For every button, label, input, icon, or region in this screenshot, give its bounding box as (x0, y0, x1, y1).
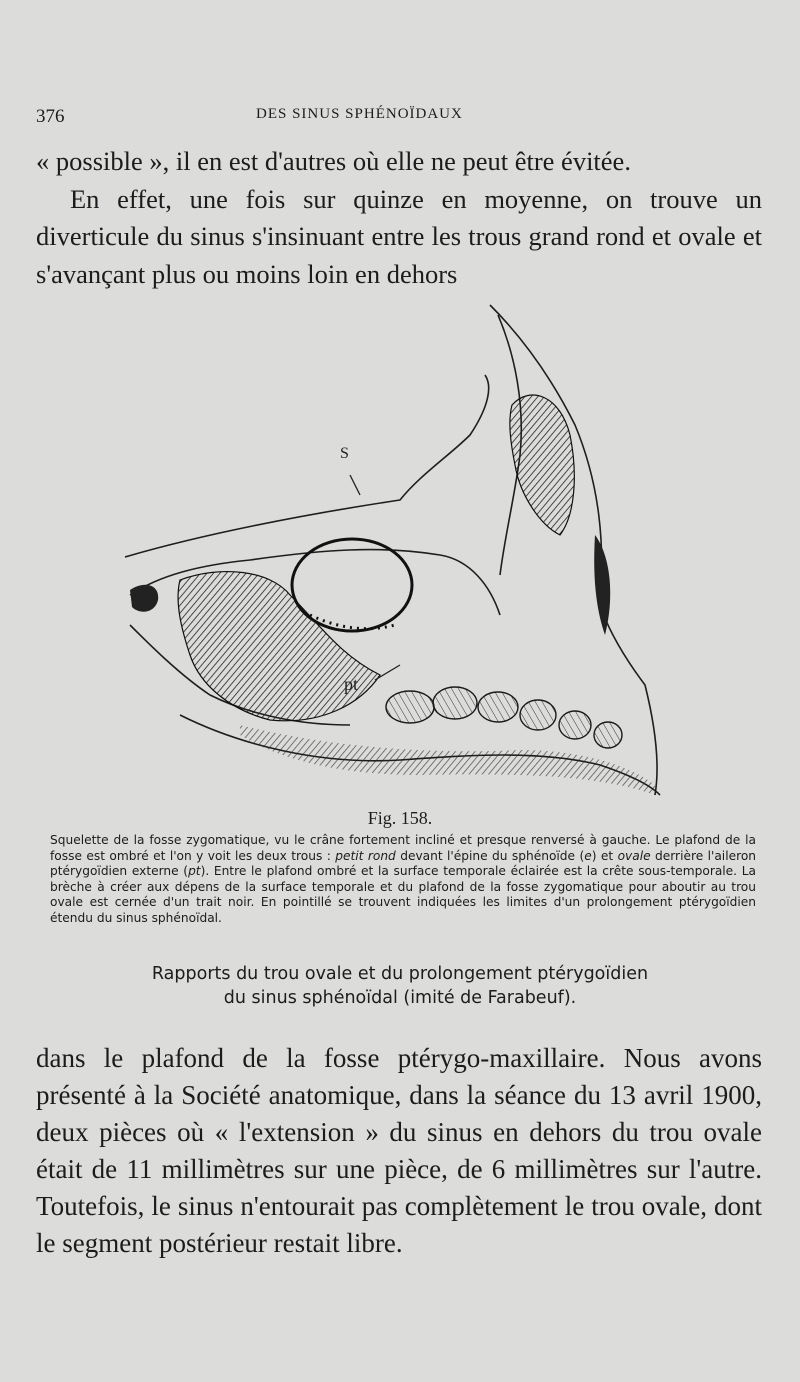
jaw-shading (240, 725, 655, 795)
breche-outline (292, 539, 412, 631)
bottom-paragraph (36, 1040, 762, 1262)
teeth-row (386, 687, 622, 748)
running-head: DES SINUS SPHÉNOÏDAUX (256, 106, 463, 122)
pt-pointer (375, 665, 400, 680)
figure-number: Fig. 158. (367, 808, 433, 828)
label-pt: pt (344, 674, 359, 694)
s-pointer (350, 475, 360, 495)
figure-caption: Squelette de la fosse zygomatique, vu le crâne fortement incliné et presque renversé à gauche. Le plafond de la fosse est ombré et l'on y voit les deux trous : petit rond devant l'épine du sphénoïde (e) et ovale derrière l'aileron ptérygoïdien externe (pt). Entre le plafond ombré et la surface temporale éclairée est la crête sous-temporale. La brèche à créer aux dépens de la surface temporale et du plafond de la fosse zygomatique pour aboutir au trou ovale est cernée d'un trait noir. En pointillé se trouvent indiquées les limites d'un prolongement ptérygoïdien étendu du sinus sphénoïdal. (50, 833, 757, 925)
figure-title-line1: Rapports du trou ovale et du prolongement ptérygoïdien (151, 964, 649, 984)
label-s: S (340, 445, 349, 462)
figure-title (0, 962, 800, 1010)
skull-illustration (120, 295, 665, 805)
figure-title-line2: du sinus sphénoïdal (imité de Farabeuf). (223, 988, 577, 1008)
bottom-paragraph-text: dans le plafond de la fosse ptérygo-maxillaire. Nous avons présenté à la Société anatomique, dans la séance du 13 avril 1900, deux pièces où « l'extension » du sinus en dehors du trou ovale était de 11 millimètres sur une pièce, de 6 millimètres sur l'autre. Toutefois, le sinus n'entourait pas complètement le trou ovale, dont le segment postérieur restait libre. (36, 1043, 762, 1258)
top-paragraph-text: En effet, une fois sur quinze en moyenne, on trouve un diverticule du sinus s'insinuant entre les trous grand rond et ovale et s'avançant plus ou moins loin en dehors (36, 183, 762, 289)
spheno-spine (130, 585, 158, 612)
page-header (36, 100, 766, 130)
page-number: 376 (36, 106, 65, 127)
top-paragraph (36, 143, 762, 293)
orbit-cavity (510, 395, 574, 535)
maxillary-shadow (594, 535, 610, 635)
top-paragraph-line1: « possible », il en est d'autres où elle ne peut être évitée. (36, 146, 631, 176)
shaded-plafond (178, 572, 380, 721)
